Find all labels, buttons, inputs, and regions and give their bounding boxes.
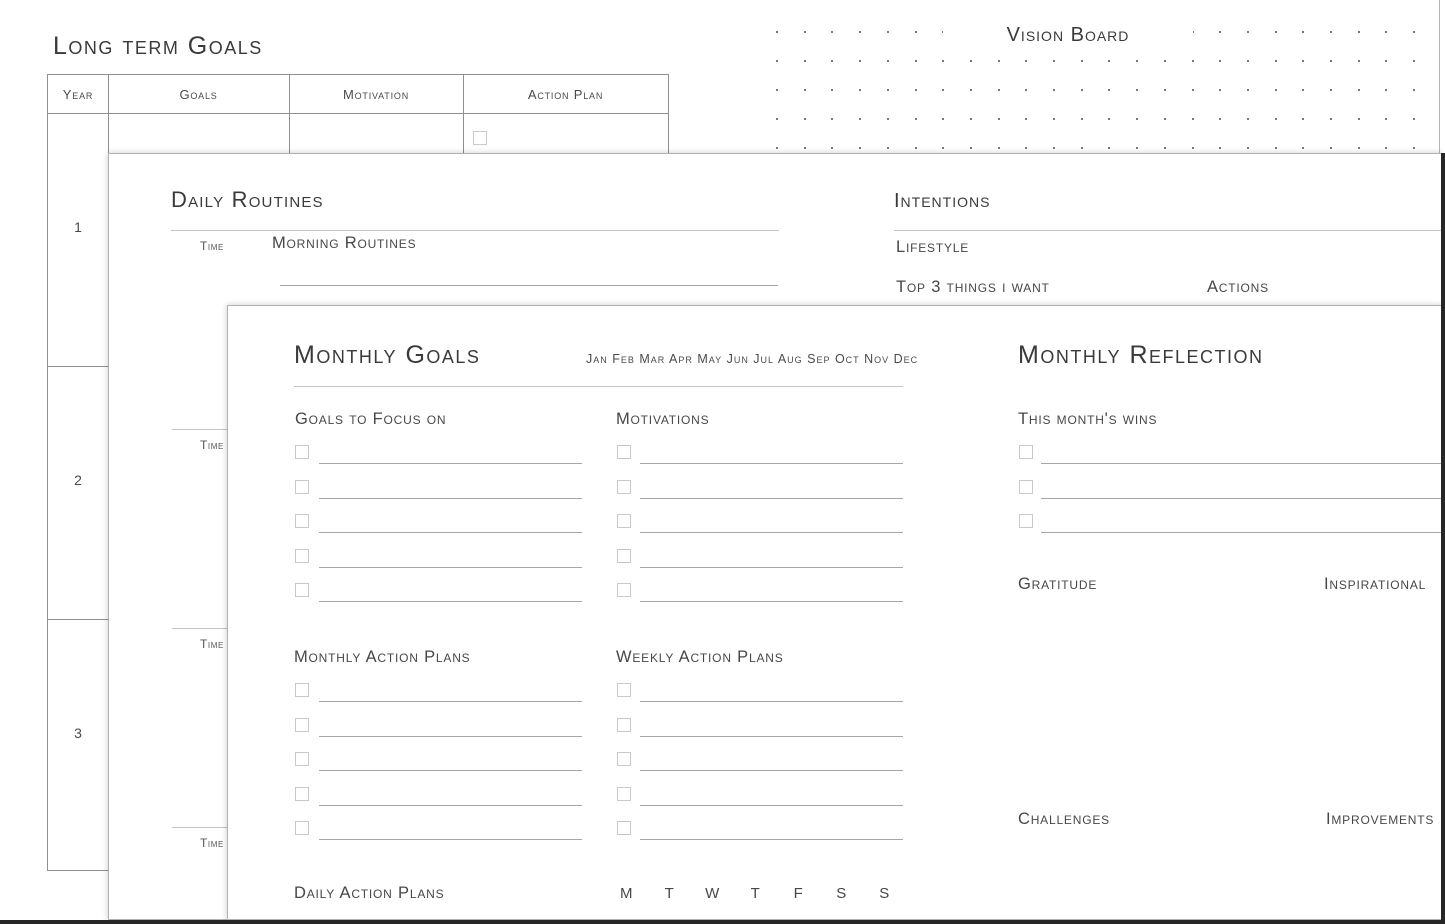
- writing-line: [1041, 498, 1442, 499]
- grid-dot: [1302, 89, 1304, 91]
- writing-line: [1041, 532, 1442, 533]
- monthly-reflection-title: Monthly Reflection: [1018, 341, 1264, 369]
- grid-dot: [804, 147, 806, 149]
- grid-dot: [1247, 31, 1249, 33]
- checkbox[interactable]: [617, 583, 631, 597]
- grid-dot: [915, 60, 917, 62]
- checkbox[interactable]: [295, 752, 309, 766]
- grid-dot: [1108, 60, 1110, 62]
- grid-dot: [1219, 147, 1221, 149]
- grid-dot: [1164, 118, 1166, 120]
- vision-board-title: Vision Board: [943, 24, 1193, 47]
- grid-dot: [859, 118, 861, 120]
- grid-dot: [1025, 118, 1027, 120]
- weekday-row: [605, 885, 906, 903]
- inspirational-label: Inspirational: [1324, 575, 1427, 593]
- checkbox[interactable]: [1019, 480, 1033, 494]
- weekday-sunday[interactable]: S: [879, 885, 890, 902]
- checkbox[interactable]: [617, 718, 631, 732]
- grid-dot: [1330, 89, 1332, 91]
- vision-board: [0, 0, 1439, 153]
- grid-dot: [1164, 89, 1166, 91]
- morning-routines-label: Morning Routines: [272, 234, 417, 252]
- writing-line: [319, 532, 582, 533]
- grid-dot: [1358, 118, 1360, 120]
- writing-line: [319, 567, 582, 568]
- checkbox[interactable]: [295, 445, 309, 459]
- writing-line: [640, 839, 903, 840]
- weekday-friday[interactable]: F: [793, 885, 804, 902]
- checkbox[interactable]: [1019, 445, 1033, 459]
- grid-dot: [998, 147, 1000, 149]
- table-header-motivation: Motivation: [343, 87, 409, 102]
- writing-line: [640, 736, 903, 737]
- grid-dot: [831, 60, 833, 62]
- grid-dot: [1136, 60, 1138, 62]
- top3-things-label: Top 3 things i want: [896, 278, 1050, 296]
- grid-dot: [998, 60, 1000, 62]
- title-rule: [294, 386, 903, 387]
- grid-dot: [1302, 60, 1304, 62]
- grid-dot: [1164, 60, 1166, 62]
- grid-dot: [1081, 89, 1083, 91]
- grid-dot: [831, 118, 833, 120]
- weekday-saturday[interactable]: S: [836, 885, 847, 902]
- table-header-action-plan: Action Plan: [527, 87, 604, 102]
- grid-dot: [1358, 147, 1360, 149]
- grid-dot: [1136, 147, 1138, 149]
- grid-dot: [970, 118, 972, 120]
- writing-line: [319, 770, 582, 771]
- grid-dot: [1081, 60, 1083, 62]
- grid-dot: [776, 147, 778, 149]
- time-label: Time: [200, 836, 224, 850]
- grid-dot: [942, 89, 944, 91]
- writing-line: [319, 498, 582, 499]
- writing-line: [1041, 463, 1442, 464]
- grid-dot: [1358, 89, 1360, 91]
- grid-dot: [1247, 89, 1249, 91]
- checkbox[interactable]: [617, 752, 631, 766]
- checkbox[interactable]: [295, 683, 309, 697]
- challenges-label: Challenges: [1018, 810, 1110, 828]
- months-row[interactable]: Jan Feb Mar Apr May Jun Jul Aug Sep Oct Nov Dec: [586, 352, 919, 366]
- grid-dot: [1081, 147, 1083, 149]
- grid-dot: [1330, 118, 1332, 120]
- grid-dot: [1053, 118, 1055, 120]
- writing-line: [319, 601, 582, 602]
- long-term-goals-title: Long term Goals: [53, 32, 263, 60]
- grid-dot: [1275, 118, 1277, 120]
- grid-dot: [1330, 31, 1332, 33]
- weekly-action-plans-label: Weekly Action Plans: [616, 648, 784, 666]
- grid-dot: [1219, 60, 1221, 62]
- dot-grid: [0, 0, 1439, 153]
- this-months-wins-label: This month's wins: [1018, 410, 1158, 428]
- goals-to-focus-on-label: Goals to Focus on: [295, 410, 447, 428]
- grid-dot: [887, 118, 889, 120]
- grid-dot: [1219, 31, 1221, 33]
- grid-dot: [1053, 147, 1055, 149]
- writing-line: [640, 701, 903, 702]
- checkbox[interactable]: [295, 787, 309, 801]
- writing-line: [640, 567, 903, 568]
- writing-line: [280, 285, 778, 286]
- checkbox[interactable]: [617, 683, 631, 697]
- checkbox[interactable]: [295, 718, 309, 732]
- year-row-number: 3: [74, 725, 82, 741]
- grid-dot: [859, 60, 861, 62]
- time-label: Time: [200, 637, 224, 651]
- grid-dot: [1413, 31, 1415, 33]
- monthly-goals-title: Monthly Goals: [294, 341, 481, 369]
- checkbox[interactable]: [617, 480, 631, 494]
- grid-dot: [1275, 31, 1277, 33]
- grid-dot: [915, 31, 917, 33]
- grid-dot: [1247, 60, 1249, 62]
- writing-line: [640, 805, 903, 806]
- grid-dot: [831, 89, 833, 91]
- grid-dot: [1385, 147, 1387, 149]
- checkbox[interactable]: [617, 821, 631, 835]
- grid-dot: [887, 60, 889, 62]
- grid-dot: [1275, 89, 1277, 91]
- section-rule: [171, 230, 779, 231]
- lifestyle-label: Lifestyle: [896, 238, 970, 256]
- grid-dot: [1247, 118, 1249, 120]
- grid-dot: [915, 147, 917, 149]
- writing-line: [640, 498, 903, 499]
- checkbox[interactable]: [1019, 514, 1033, 528]
- grid-dot: [915, 118, 917, 120]
- daily-routines-title: Daily Routines: [171, 187, 324, 212]
- grid-dot: [1108, 89, 1110, 91]
- monthly-goals-page: [227, 305, 1442, 920]
- grid-dot: [970, 147, 972, 149]
- grid-dot: [859, 89, 861, 91]
- grid-dot: [804, 118, 806, 120]
- grid-dot: [1192, 118, 1194, 120]
- grid-dot: [1108, 147, 1110, 149]
- grid-dot: [1219, 118, 1221, 120]
- writing-line: [319, 805, 582, 806]
- grid-dot: [998, 89, 1000, 91]
- gratitude-label: Gratitude: [1018, 575, 1098, 593]
- grid-dot: [1385, 31, 1387, 33]
- grid-dot: [776, 118, 778, 120]
- writing-line: [640, 532, 903, 533]
- grid-dot: [1081, 118, 1083, 120]
- grid-dot: [1108, 118, 1110, 120]
- grid-dot: [859, 147, 861, 149]
- grid-dot: [1025, 60, 1027, 62]
- grid-dot: [887, 89, 889, 91]
- grid-dot: [1164, 147, 1166, 149]
- grid-dot: [1275, 60, 1277, 62]
- grid-dot: [942, 147, 944, 149]
- grid-dot: [1413, 118, 1415, 120]
- grid-dot: [1358, 31, 1360, 33]
- weekday-tuesday[interactable]: T: [664, 885, 675, 902]
- checkbox[interactable]: [295, 514, 309, 528]
- grid-dot: [831, 31, 833, 33]
- year-row-number: 2: [74, 472, 82, 488]
- grid-dot: [776, 60, 778, 62]
- grid-dot: [1385, 60, 1387, 62]
- writing-line: [319, 839, 582, 840]
- writing-line: [319, 701, 582, 702]
- grid-dot: [1413, 147, 1415, 149]
- canvas-right-edge: [1441, 153, 1445, 924]
- grid-dot: [1136, 89, 1138, 91]
- grid-dot: [1330, 147, 1332, 149]
- year-row-number: 1: [74, 219, 82, 235]
- grid-dot: [804, 60, 806, 62]
- checkbox[interactable]: [295, 821, 309, 835]
- grid-dot: [1413, 60, 1415, 62]
- improvements-label: Improvements: [1326, 810, 1435, 828]
- grid-dot: [1275, 147, 1277, 149]
- checkbox[interactable]: [617, 549, 631, 563]
- intentions-title: Intentions: [894, 190, 991, 212]
- grid-dot: [1025, 89, 1027, 91]
- daily-action-plans-label: Daily Action Plans: [294, 884, 445, 902]
- grid-dot: [1192, 89, 1194, 91]
- section-rule: [894, 230, 1441, 231]
- checkbox[interactable]: [295, 480, 309, 494]
- monthly-action-plans-label: Monthly Action Plans: [294, 648, 471, 666]
- grid-dot: [1302, 31, 1304, 33]
- grid-dot: [1053, 60, 1055, 62]
- checkbox[interactable]: [295, 549, 309, 563]
- grid-dot: [942, 60, 944, 62]
- grid-dot: [970, 89, 972, 91]
- grid-dot: [915, 89, 917, 91]
- checkbox[interactable]: [295, 583, 309, 597]
- grid-dot: [859, 31, 861, 33]
- grid-dot: [887, 147, 889, 149]
- motivations-label: Motivations: [616, 410, 710, 428]
- grid-dot: [1385, 89, 1387, 91]
- table-header-goals: Goals: [179, 87, 218, 102]
- checkbox[interactable]: [617, 514, 631, 528]
- grid-dot: [887, 31, 889, 33]
- writing-line: [319, 463, 582, 464]
- weekday-wednesday[interactable]: W: [705, 885, 720, 902]
- grid-dot: [1053, 89, 1055, 91]
- grid-dot: [1385, 118, 1387, 120]
- time-label: Time: [200, 239, 224, 253]
- grid-dot: [804, 89, 806, 91]
- grid-dot: [998, 118, 1000, 120]
- grid-dot: [1302, 147, 1304, 149]
- weekday-monday[interactable]: M: [620, 885, 633, 902]
- grid-dot: [831, 147, 833, 149]
- grid-dot: [970, 60, 972, 62]
- writing-line: [319, 736, 582, 737]
- writing-line: [640, 770, 903, 771]
- weekday-thursday[interactable]: T: [750, 885, 761, 902]
- grid-dot: [942, 118, 944, 120]
- grid-dot: [804, 31, 806, 33]
- grid-dot: [1330, 60, 1332, 62]
- grid-dot: [1413, 89, 1415, 91]
- grid-dot: [1302, 118, 1304, 120]
- writing-line: [640, 601, 903, 602]
- grid-dot: [1358, 60, 1360, 62]
- checkbox[interactable]: [617, 787, 631, 801]
- grid-dot: [1219, 89, 1221, 91]
- grid-dot: [1247, 147, 1249, 149]
- grid-dot: [776, 31, 778, 33]
- grid-dot: [1136, 118, 1138, 120]
- grid-dot: [1192, 147, 1194, 149]
- time-label: Time: [200, 438, 224, 452]
- grid-dot: [1025, 147, 1027, 149]
- writing-line: [640, 463, 903, 464]
- table-header-year: Year: [62, 87, 94, 102]
- grid-dot: [1192, 60, 1194, 62]
- actions-label: Actions: [1207, 278, 1269, 296]
- grid-dot: [776, 89, 778, 91]
- checkbox[interactable]: [617, 445, 631, 459]
- canvas-bottom-edge: [0, 920, 1445, 924]
